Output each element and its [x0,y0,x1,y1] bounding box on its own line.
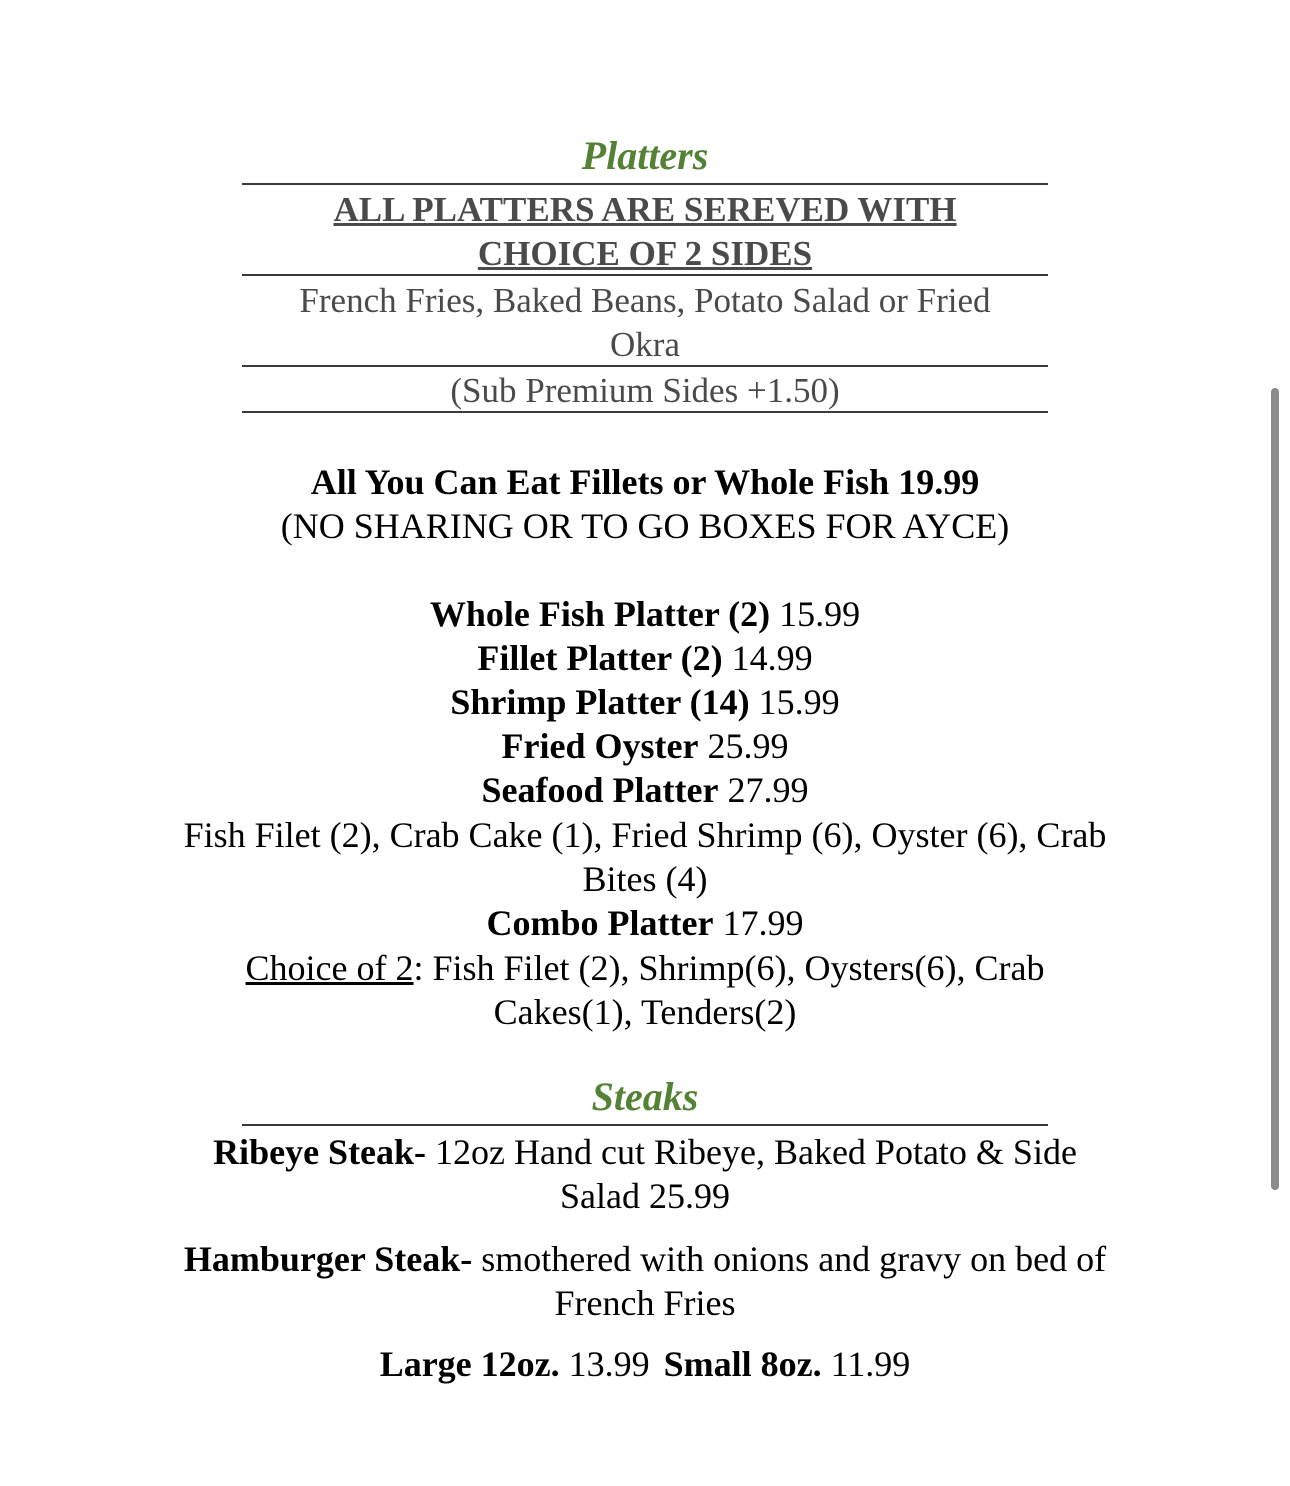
item-price: 15.99 [770,594,861,634]
menu-item-ribeye [0,1130,1290,1174]
item-name: Hamburger Steak- [183,1239,473,1279]
size-price: 11.99 [821,1344,911,1384]
combo-description-line1 [0,946,1290,990]
combo-choice-label: Choice of 2 [245,948,414,988]
divider [242,183,1048,185]
platters-heading: Platters [581,133,709,178]
divider [242,274,1048,276]
size-price: 13.99 [559,1344,650,1384]
item-name: Seafood Platter [481,770,719,810]
menu-item-seafood [0,768,1290,812]
size-label: Small 8oz. [663,1344,822,1384]
item-name: Whole Fish Platter (2) [429,594,771,634]
item-price: 27.99 [718,770,809,810]
divider [242,1124,1048,1126]
item-description: 12oz Hand cut Ribeye, Baked Potato & Side [426,1132,1077,1172]
sides-list-line1: French Fries, Baked Beans, Potato Salad or Fried [299,281,991,320]
seafood-description-line2: Bites (4) [582,859,708,899]
menu-item-hamburger [0,1237,1290,1281]
item-price: 25.99 [698,726,789,766]
item-name: Ribeye Steak- [213,1132,427,1172]
ayce-note: (NO SHARING OR TO GO BOXES FOR AYCE) [280,506,1010,546]
steaks-heading: Steaks [591,1074,699,1119]
item-price: 15.99 [749,682,840,722]
item-name: Combo Platter [486,903,714,943]
platters-notice-line2: CHOICE OF 2 SIDES [477,234,813,273]
menu-item-whole-fish [0,592,1290,636]
item-price: 17.99 [713,903,804,943]
platters-notice-line1: ALL PLATTERS ARE SEREVED WITH [333,190,957,229]
item-name: Fillet Platter (2) [477,638,723,678]
hamburger-description-line2: French Fries [554,1283,736,1323]
premium-sides-note: (Sub Premium Sides +1.50) [450,371,840,410]
seafood-description-line1: Fish Filet (2), Crab Cake (1), Fried Shrimp (6), Oyster (6), Crab [183,815,1107,855]
combo-choice-list: : Fish Filet (2), Shrimp(6), Oysters(6), Crab [413,948,1045,988]
item-name: Shrimp Platter (14) [450,682,750,722]
vertical-scrollbar[interactable] [1271,388,1279,1190]
sides-list-line2: Okra [610,325,680,364]
item-price: 14.99 [722,638,813,678]
menu-item-combo [0,901,1290,945]
ribeye-description-line2: Salad 25.99 [560,1176,730,1216]
size-label: Large 12oz. [379,1344,560,1384]
combo-description-line2: Cakes(1), Tenders(2) [493,992,797,1032]
item-description: smothered with onions and gravy on bed of [472,1239,1107,1279]
divider [242,411,1048,413]
divider [242,365,1048,367]
menu-item-shrimp [0,680,1290,724]
menu-item-oyster [0,724,1290,768]
item-name: Fried Oyster [501,726,699,766]
hamburger-sizes [0,1342,1290,1386]
menu-item-fillet [0,636,1290,680]
ayce-item: All You Can Eat Fillets or Whole Fish 19.99 [310,462,980,502]
